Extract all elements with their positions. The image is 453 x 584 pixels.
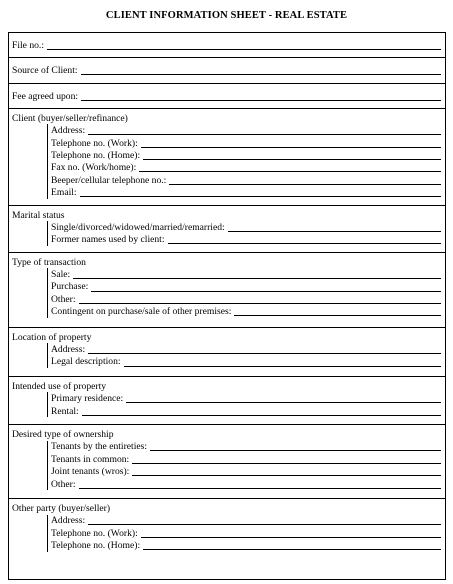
transaction-other-label: Other:: [51, 293, 76, 305]
intended-use-heading-row: [9, 380, 445, 392]
client-cell-field[interactable]: [169, 184, 441, 185]
other-party-section: [9, 499, 445, 552]
fee-row: [9, 90, 445, 102]
entireties-label: Tenants by the entireties:: [51, 441, 148, 453]
transaction-other-row: [48, 293, 445, 305]
client-heading: Client (buyer/seller/refinance): [12, 112, 128, 124]
former-names-field[interactable]: [168, 243, 442, 244]
sale-label: Sale:: [51, 269, 71, 281]
client-section: [9, 109, 445, 206]
contingent-label: Contingent on purchase/sale of other premises:: [51, 306, 232, 318]
client-fax-row: [48, 162, 445, 174]
file-no-field[interactable]: [47, 49, 441, 50]
ownership-heading-row: [9, 428, 445, 440]
client-fax-field[interactable]: [139, 171, 441, 172]
client-email-field[interactable]: [80, 196, 441, 197]
location-address-field[interactable]: [88, 353, 441, 354]
purchase-field[interactable]: [91, 291, 441, 292]
marital-heading: Marital status: [12, 209, 65, 221]
other-party-fields: [47, 515, 445, 552]
sale-field[interactable]: [73, 278, 441, 279]
primary-residence-label: Primary residence:: [51, 393, 124, 405]
intended-use-fields: [47, 392, 445, 417]
sale-row: [48, 268, 445, 280]
legal-description-label: Legal description:: [51, 356, 121, 368]
location-fields: [47, 343, 445, 368]
purchase-label: Purchase:: [51, 281, 89, 293]
purchase-row: [48, 281, 445, 293]
location-heading-row: [9, 331, 445, 343]
transaction-heading: Type of transaction: [12, 256, 86, 268]
transaction-section: [9, 253, 445, 328]
file-no-label: File no.:: [12, 39, 44, 51]
ownership-other-row: [48, 478, 445, 490]
transaction-heading-row: [9, 256, 445, 268]
client-cell-label: Beeper/cellular telephone no.:: [51, 174, 167, 186]
page-title: CLIENT INFORMATION SHEET - REAL ESTATE: [105, 10, 348, 21]
other-party-address-label: Address:: [51, 515, 86, 527]
rental-field[interactable]: [82, 415, 441, 416]
other-party-heading: Other party (buyer/seller): [12, 502, 111, 514]
marital-status-label: Single/divorced/widowed/married/remarried:: [51, 221, 225, 233]
joint-tenants-field[interactable]: [132, 475, 441, 476]
marital-section: [9, 206, 445, 253]
contingent-row: [48, 305, 445, 317]
source-of-client-row: [9, 64, 445, 76]
intended-use-heading: Intended use of property: [12, 380, 107, 392]
joint-tenants-label: Joint tenants (wros):: [51, 466, 130, 478]
client-fax-label: Fax no. (Work/home):: [51, 162, 137, 174]
fee-field[interactable]: [81, 100, 441, 101]
location-address-label: Address:: [51, 344, 86, 356]
client-home-phone-label: Telephone no. (Home):: [51, 149, 141, 161]
other-party-work-phone-row: [48, 527, 445, 539]
file-no-row: [9, 39, 445, 51]
file-no-section: [9, 33, 445, 58]
client-email-row: [48, 186, 445, 198]
client-home-phone-field[interactable]: [143, 159, 441, 160]
location-section: [9, 328, 445, 377]
other-party-home-phone-row: [48, 539, 445, 551]
tenants-common-field[interactable]: [132, 463, 441, 464]
client-address-label: Address:: [51, 125, 86, 137]
primary-residence-field[interactable]: [126, 402, 441, 403]
marital-status-field[interactable]: [228, 231, 441, 232]
former-names-label: Former names used by client:: [51, 234, 165, 246]
former-names-row: [48, 234, 445, 246]
tenants-common-label: Tenants in common:: [51, 453, 130, 465]
other-party-address-row: [48, 515, 445, 527]
client-home-phone-row: [48, 149, 445, 161]
primary-residence-row: [48, 392, 445, 404]
other-party-work-phone-field[interactable]: [141, 537, 441, 538]
source-of-client-label: Source of Client:: [12, 65, 78, 77]
contingent-field[interactable]: [234, 315, 441, 316]
source-of-client-section: [9, 58, 445, 84]
ownership-section: [9, 425, 445, 499]
location-address-row: [48, 343, 445, 355]
entireties-field[interactable]: [150, 450, 441, 451]
client-info-form: [8, 32, 446, 580]
client-cell-row: [48, 174, 445, 186]
other-party-home-phone-label: Telephone no. (Home):: [51, 540, 141, 552]
marital-heading-row: [9, 209, 445, 221]
ownership-heading: Desired type of ownership: [12, 429, 114, 440]
tenants-common-row: [48, 453, 445, 465]
ownership-other-field[interactable]: [79, 488, 441, 489]
client-work-phone-field[interactable]: [141, 147, 441, 148]
intended-use-section: [9, 377, 445, 425]
client-address-field[interactable]: [88, 134, 441, 135]
transaction-fields: [47, 268, 445, 318]
client-email-label: Email:: [51, 187, 77, 199]
entireties-row: [48, 441, 445, 453]
rental-label: Rental:: [51, 405, 79, 417]
rental-row: [48, 405, 445, 417]
other-party-work-phone-label: Telephone no. (Work):: [51, 527, 138, 539]
client-fields: [47, 124, 445, 198]
location-heading: Location of property: [12, 331, 92, 343]
transaction-other-field[interactable]: [79, 303, 441, 304]
client-address-row: [48, 124, 445, 136]
client-work-phone-row: [48, 137, 445, 149]
other-party-home-phone-field[interactable]: [143, 549, 441, 550]
ownership-other-label: Other:: [51, 478, 76, 490]
fee-label: Fee agreed upon:: [12, 90, 79, 102]
joint-tenants-row: [48, 465, 445, 477]
marital-fields: [47, 221, 445, 246]
legal-description-field[interactable]: [124, 366, 441, 367]
marital-status-row: [48, 221, 445, 233]
client-work-phone-label: Telephone no. (Work):: [51, 137, 138, 149]
legal-description-row: [48, 356, 445, 368]
fee-section: [9, 84, 445, 109]
client-heading-row: [9, 112, 445, 124]
source-of-client-field[interactable]: [81, 74, 441, 75]
ownership-fields: [47, 441, 445, 491]
other-party-address-field[interactable]: [88, 524, 441, 525]
other-party-heading-row: [9, 502, 445, 514]
